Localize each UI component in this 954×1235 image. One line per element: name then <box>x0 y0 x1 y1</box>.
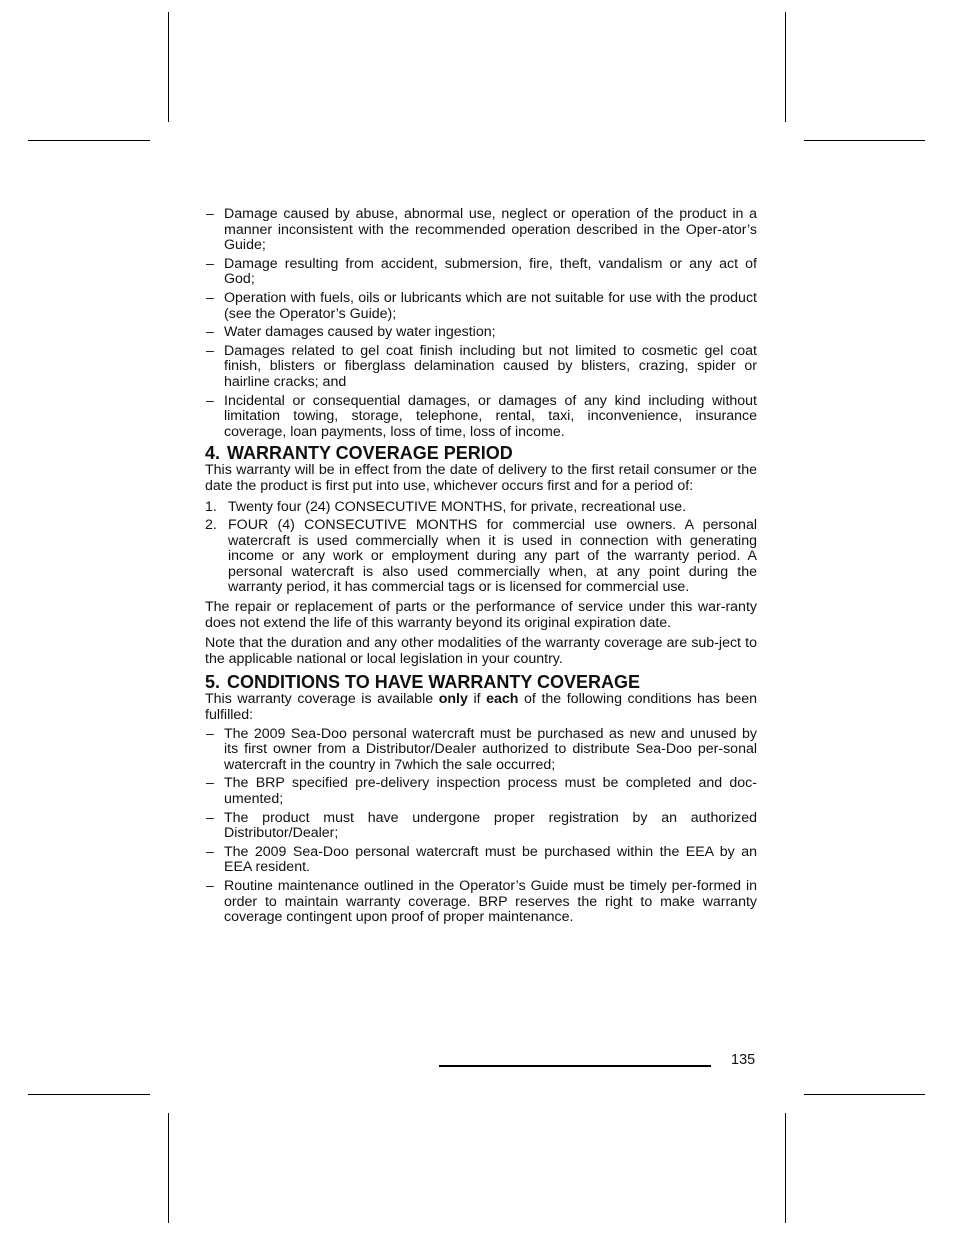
crop-mark-bottom-left-horizontal <box>28 1094 150 1095</box>
list-item-text: FOUR (4) CONSECUTIVE MONTHS for commercial use owners. A personal watercraft is used commercially when it is used in connection with generating income or any work or employment during any part of the warranty period. A personal watercraft is also used commercially when, at any point during the warranty period, it has commercial tags or is licensed for commercial use. <box>228 517 757 596</box>
list-number: 1. <box>205 498 217 515</box>
list-item <box>205 727 757 774</box>
legislation-note-paragraph: Note that the duration and any other modalities of the warranty coverage are sub-ject to the applicable national or local legislation in your country. <box>205 635 757 667</box>
list-item <box>205 207 757 254</box>
list-item <box>205 257 757 288</box>
intro-text: if <box>467 691 487 708</box>
crop-mark-bottom-left-vertical <box>168 1113 169 1223</box>
crop-mark-top-left-vertical <box>168 12 169 122</box>
dash-marker: – <box>206 255 214 272</box>
list-item <box>205 518 757 596</box>
section-title: WARRANTY COVERAGE PERIOD <box>227 443 513 464</box>
emphasis-only: only <box>438 691 468 708</box>
list-item <box>205 811 757 842</box>
dash-marker: – <box>206 342 214 359</box>
coverage-period-list <box>205 500 757 597</box>
list-item <box>205 394 757 441</box>
list-item-text: The BRP specified pre-delivery inspection process must be completed and doc-umented; <box>224 775 757 807</box>
section-number: 4. <box>205 443 221 464</box>
page-number: 135 <box>731 1052 756 1068</box>
list-item-text: Incidental or consequential damages, or damages of any kind including without limitation towing, storage, telephone, rental, taxi, inconvenience, insurance coverage, loan payments, loss of time, loss of income. <box>224 392 757 440</box>
section-5-intro <box>205 692 757 723</box>
section-4-intro: This warranty will be in effect from the date of delivery to the first retail consumer or the date the product is first put into use, whichever occurs first and for a period of: <box>205 462 757 494</box>
list-item-text: Damage resulting from accident, submersion, fire, theft, vandalism or any act of God; <box>224 255 757 288</box>
intro-text: of the following conditions has been fulfilled: <box>205 691 758 724</box>
crop-mark-bottom-right-vertical <box>785 1113 786 1223</box>
list-item <box>205 500 757 516</box>
list-item-text: Damage caused by abuse, abnormal use, neglect or operation of the product in a manner inconsistent with the recommended operation described in the Oper-ator’s Guide; <box>224 206 757 254</box>
section-number: 5. <box>205 672 221 693</box>
page-content <box>205 207 757 929</box>
dash-marker: – <box>206 725 214 742</box>
list-item-text: Twenty four (24) CONSECUTIVE MONTHS, for private, recreational use. <box>228 498 687 515</box>
dash-marker: – <box>206 324 214 341</box>
dash-marker: – <box>206 392 214 409</box>
crop-mark-top-right-horizontal <box>804 140 925 141</box>
list-item <box>205 879 757 926</box>
section-4-heading <box>205 443 757 463</box>
list-item <box>205 291 757 322</box>
intro-text: This warranty coverage is available <box>205 691 439 708</box>
crop-mark-top-left-horizontal <box>28 140 150 141</box>
list-item <box>205 325 757 341</box>
list-item <box>205 845 757 876</box>
list-item-text: Damages related to gel coat finish including but not limited to cosmetic gel coat finish, blisters or fiberglass delamination caused by blisters, crazing, spider or hairline cracks; and <box>224 342 757 390</box>
repair-paragraph: The repair or replacement of parts or the performance of service under this war-ranty does not extend the life of this warranty beyond its original expiration date. <box>205 599 757 631</box>
section-5-heading <box>205 672 757 692</box>
crop-mark-top-right-vertical <box>785 12 786 122</box>
dash-marker: – <box>206 289 214 306</box>
list-item <box>205 776 757 807</box>
list-number: 2. <box>205 517 217 534</box>
list-item-text: Water damages caused by water ingestion; <box>224 324 496 341</box>
list-item-text: The 2009 Sea-Doo personal watercraft must be purchased within the EEA by an EEA resident. <box>224 843 757 876</box>
dash-marker: – <box>206 877 214 894</box>
list-item-text: The product must have undergone proper registration by an authorized Distributor/Dealer; <box>224 809 757 842</box>
emphasis-each: each <box>486 691 519 708</box>
conditions-list <box>205 727 757 926</box>
list-item <box>205 344 757 391</box>
list-item-text: The 2009 Sea-Doo personal watercraft must be purchased as new and unused by its first owner from a Distributor/Dealer authorized to distribute Sea-Doo per-sonal watercraft in the country in 7which the sale occurred; <box>224 725 757 773</box>
list-item-text: Operation with fuels, oils or lubricants which are not suitable for use with the product (see the Operator’s Guide); <box>224 289 757 322</box>
section-title: CONDITIONS TO HAVE WARRANTY COVERAGE <box>227 672 641 693</box>
dash-marker: – <box>206 775 214 792</box>
dash-marker: – <box>206 206 214 222</box>
crop-mark-bottom-right-horizontal <box>804 1094 925 1095</box>
exclusions-list <box>205 207 757 440</box>
dash-marker: – <box>206 809 214 826</box>
dash-marker: – <box>206 843 214 860</box>
footer-rule <box>439 1065 711 1067</box>
list-item-text: Routine maintenance outlined in the Operator’s Guide must be timely per-formed in order to maintain warranty coverage. BRP reserves the right to make warranty coverage contingent upon proof of proper maintenance. <box>224 877 757 926</box>
